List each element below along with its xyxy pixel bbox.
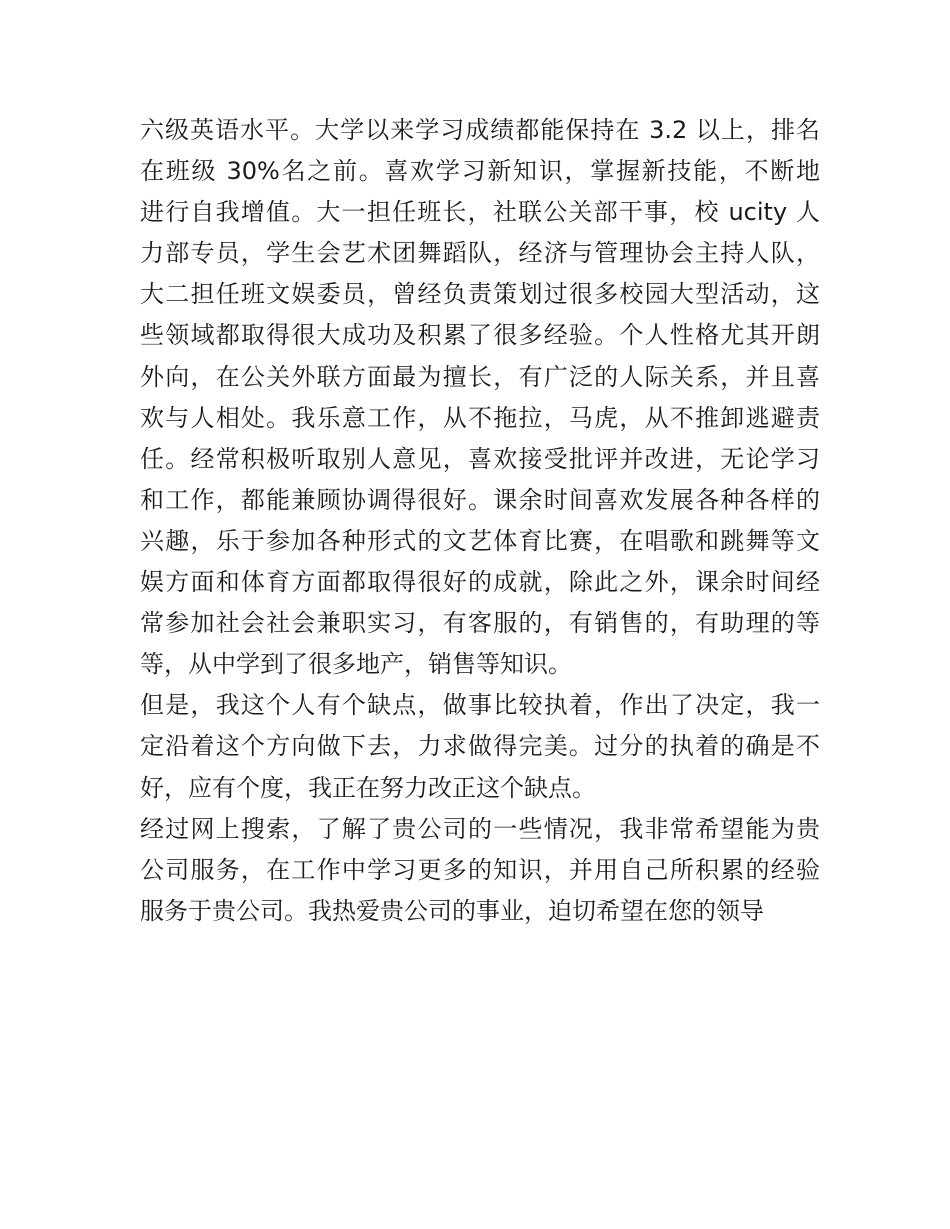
text-line: 公司服务，在工作中学习更多的知识，并用自己所积累的经验	[140, 855, 820, 884]
text-line: 服务于贵公司。我热爱贵公司的事业，迫切希望在您的领导	[140, 896, 764, 925]
text-line: 力部专员，学生会艺术团舞蹈队，经济与管理协会主持人队，	[140, 239, 820, 268]
text-line: 大二担任班文娱委员，曾经负责策划过很多校园大型活动，这	[140, 280, 820, 309]
paragraph-company-interest	[140, 809, 820, 932]
text-line: 六级英语水平。大学以来学习成绩都能保持在 3.2 以上，排名	[140, 116, 820, 144]
paragraph-self-introduction	[140, 110, 820, 685]
text-line: 进行自我增值。大一担任班长，社联公关部干事，校 ucity 人	[140, 198, 820, 227]
text-line: 些领域都取得很大成功及积累了很多经验。个人性格尤其开朗	[140, 321, 820, 350]
text-line: 等，从中学到了很多地产，销售等知识。	[140, 650, 572, 679]
text-line: 任。经常积极听取别人意见，喜欢接受批评并改进，无论学习	[140, 444, 820, 473]
text-line: 但是，我这个人有个缺点，做事比较执着，作出了决定，我一	[140, 691, 820, 720]
text-line: 在班级 30%名之前。喜欢学习新知识，掌握新技能，不断地	[140, 157, 820, 186]
text-line: 外向，在公关外联方面最为擅长，有广泛的人际关系，并且喜	[140, 362, 820, 391]
text-line: 定沿着这个方向做下去，力求做得完美。过分的执着的确是不	[140, 732, 820, 761]
paragraph-weakness	[140, 685, 820, 808]
text-line: 欢与人相处。我乐意工作，从不拖拉，马虎，从不推卸逃避责	[140, 403, 820, 432]
text-line: 经过网上搜索，了解了贵公司的一些情况，我非常希望能为贵	[140, 814, 820, 843]
text-line: 好，应有个度，我正在努力改正这个缺点。	[140, 773, 596, 802]
body-text	[140, 110, 820, 932]
text-line: 娱方面和体育方面都取得很好的成就，除此之外，课余时间经	[140, 568, 820, 597]
text-line: 常参加社会社会兼职实习，有客服的，有销售的，有助理的等	[140, 609, 820, 638]
text-line: 和工作，都能兼顾协调得很好。课余时间喜欢发展各种各样的	[140, 485, 820, 514]
text-line: 兴趣，乐于参加各种形式的文艺体育比赛，在唱歌和跳舞等文	[140, 526, 820, 555]
